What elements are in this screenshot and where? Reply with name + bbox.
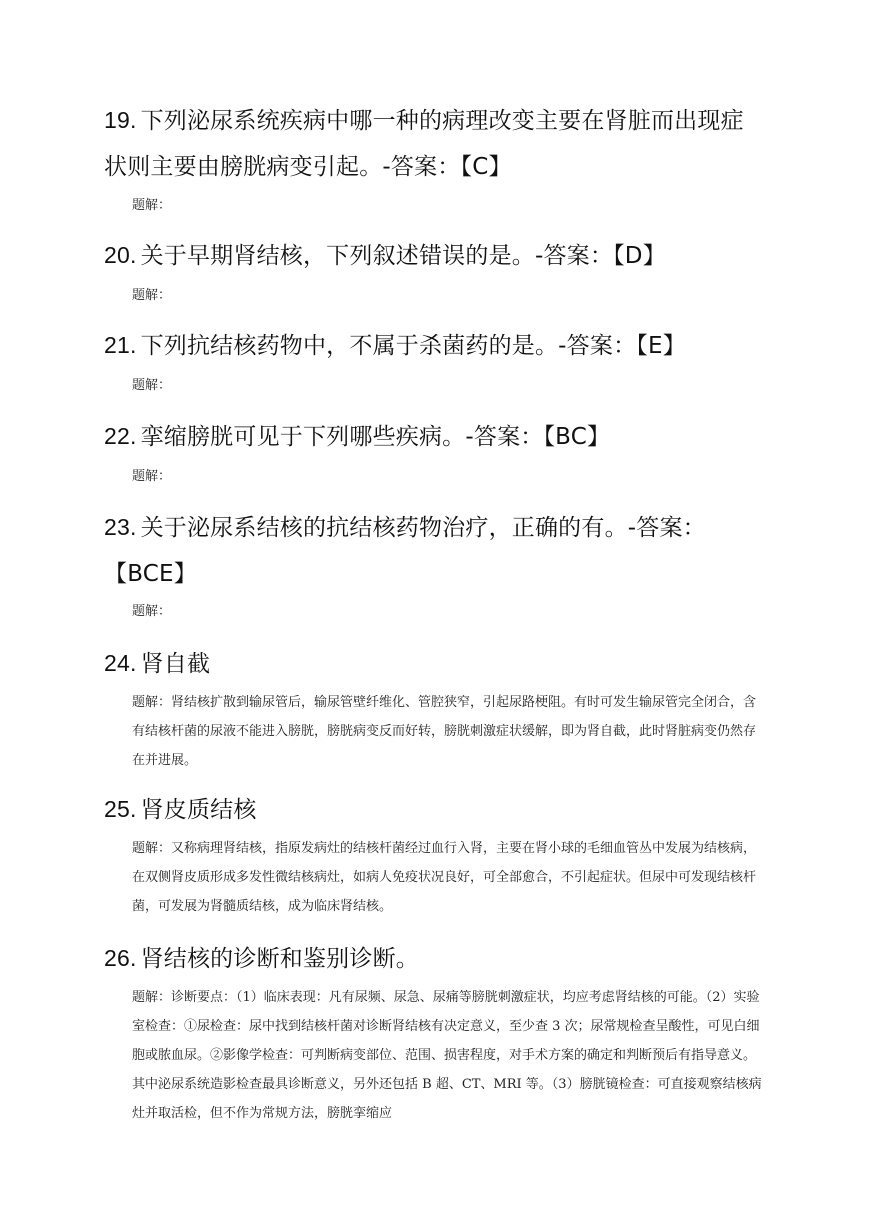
question-text: 挛缩膀胱可见于下列哪些疾病。-答案：【BC】 (140, 424, 611, 450)
question-text: 关于泌尿系结核的抗结核药物治疗，正确的有。-答案：【BCE】 (104, 515, 706, 587)
question-number: 20. (104, 242, 137, 268)
solution-25: 题解：又称病理肾结核，指原发病灶的结核杆菌经过血行入肾，主要在肾小球的毛细血管丛中发展为结核病，在双侧肾皮质形成多发性微结核病灶，如病人免疫状况良好，可全部愈合，不引起症状。但尿中可发现结核杆菌，可发展为肾髓质结核，成为临床肾结核。 (132, 841, 757, 914)
question-number: 25. (104, 796, 137, 822)
solution-22: 题解： (132, 469, 172, 484)
question-23 (104, 504, 712, 597)
question-text: 肾皮质结核 (140, 797, 257, 823)
solution-20: 题解： (132, 288, 172, 303)
question-text: 肾结核的诊断和鉴别诊断。 (140, 946, 419, 972)
question-number: 24. (104, 650, 137, 676)
question-21 (104, 322, 764, 369)
question-text: 下列泌尿系统疾病中哪一种的病理改变主要在肾脏而出现症状则主要由膀胱病变引起。-答案：【C】 (104, 108, 744, 180)
solution-21: 题解： (132, 378, 172, 393)
question-number: 22. (104, 423, 137, 449)
question-number: 26. (104, 945, 137, 971)
question-22 (104, 413, 764, 460)
question-25 (104, 786, 764, 833)
question-24 (104, 640, 764, 687)
question-text: 关于早期肾结核，下列叙述错误的是。-答案：【D】 (140, 243, 666, 269)
question-number: 21. (104, 332, 137, 358)
question-19 (104, 97, 764, 190)
solution-26: 题解：诊断要点：（1）临床表现：凡有尿频、尿急、尿痛等膀胱刺激症状，均应考虑肾结核的可能。（2）实验室检查：①尿检查：尿中找到结核杆菌对诊断肾结核有决定意义，至少查 3 次；尿常规检查呈酸性，可见白细胞或脓血尿。②影像学检查：可判断病变部位、范围、损害程度，对手术方案的确定和判断预后有指导意义。其中泌尿系统造影检查最具诊断意义，另外还包括 B 超、CT、MRI 等。（3）膀胱镜检查：可直接观察结核病灶并取活检，但不作为常规方法，膀胱挛缩应 (132, 990, 762, 1121)
solution-24: 题解：肾结核扩散到输尿管后，输尿管壁纤维化、管腔狭窄，引起尿路梗阻。有时可发生输尿管完全闭合，含有结核杆菌的尿液不能进入膀胱，膀胱病变反而好转，膀胱刺激症状缓解，即为肾自截，此时肾脏病变仍然存在并进展。 (132, 695, 757, 768)
solution-19: 题解： (132, 198, 172, 213)
solution-23: 题解： (132, 604, 172, 619)
question-26 (104, 935, 764, 982)
question-number: 19. (104, 107, 137, 133)
question-20 (104, 232, 764, 279)
question-text: 下列抗结核药物中，不属于杀菌药的是。-答案：【E】 (140, 333, 686, 359)
question-number: 23. (104, 514, 137, 540)
question-text: 肾自截 (140, 651, 211, 677)
